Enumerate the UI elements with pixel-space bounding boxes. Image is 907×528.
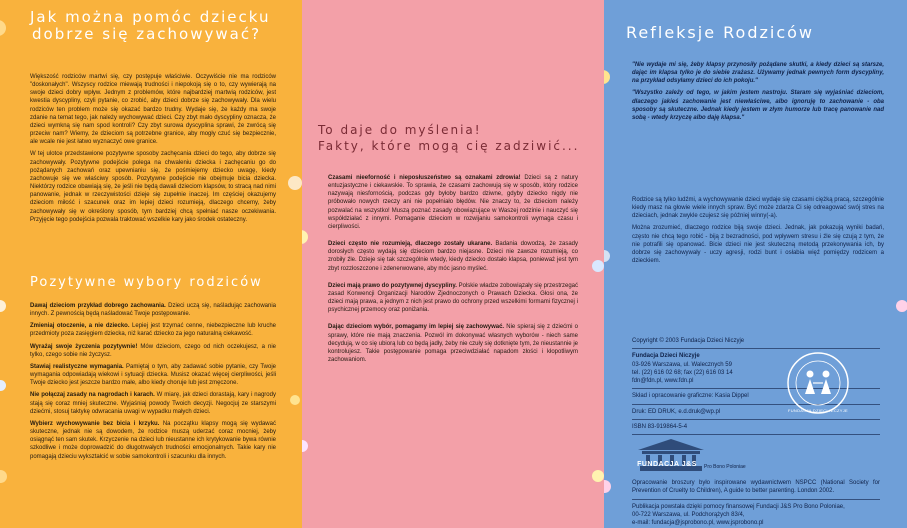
parent-quote: "Nie wydaje mi się, żeby klapsy przynosiły pożądane skutki, a kiedy dzieci są starsze, dając im klapsa tylko je do siebie zrażasz. Używamy jednak pewnych form dyscypliny, na przykład odsyłamy dzieci do ich pokoju." bbox=[632, 62, 884, 85]
sponsor-logo bbox=[632, 438, 880, 476]
panel-parenting-tips bbox=[0, 0, 302, 528]
tip-item: Wybierz wychowywanie bez bicia i krzyku. Na początku klapsy mogą się wydawać skuteczne, jednak nie są dowodem, że rodzice muszą uderzać coraz mocniej, żeby osiągnąć ten sam skutek. Krzyczenie na dzieci lub nieustanne ich krytykowanie bywa równie szkodliwe i może doprowadzić do długotrwałych trudności emocjonalnych. Takie kary nie pomagają dzieciu wykształcić w sobie samokontroli i szacunku dla innych. bbox=[30, 420, 276, 460]
org-address: 03-926 Warszawa, ul. Walecznych 59 bbox=[632, 361, 732, 368]
heading-line2: dobrze się zachowywać? bbox=[32, 25, 262, 44]
decorative-dot bbox=[604, 250, 610, 262]
logo-subtext: Pro Bono Poloniae bbox=[704, 464, 746, 471]
divider bbox=[632, 499, 880, 500]
tip-item: Stawiaj realistyczne wymagania. Pamiętaj o tym, aby zadawać sobie pytanie, czy Twoje wymagania odpowiadają wiekowi i sytuacji dziecka. Musisz okazać więcej cierpliwości, jeśli Twoje dziecko jest jeszcze bardzo małe, albo kiedy choruje lub jest zmęczone. bbox=[30, 363, 276, 387]
panel-facts bbox=[302, 0, 604, 528]
intro-paragraph: W tej ulotce przedstawione pozytywne sposoby zachęcania dzieci do tego, aby dobrze się zachowywały. Pozytywne podejście polega na chwaleniu dziecka i zachęcaniu go do pożądanych zachowań oraz upewnianiu się, że pośmiejemy dziecko uwagę, kiedy zachowuje się we właściwy sposób. Pozytywne podejście nie obejmuje bicia dziecka. Niektórzy rodzice obawiają się, że jeśli nie będą dawali dzieciom klapsów, to stracą nad nimi panowanie, jednak w rzeczywistości dzieje się zupełnie inaczej. Im częściej okazujemy dzieciom miłość i szacunek oraz im lepiej dzieci rozumieją, dlaczego chcemy, żeby zachowywały się w określony sposób, tym bardziej chcą spełniać nasze oczekiwania. Przyjęcie tego podejścia pozwala traktować wszelkie kary jako środek ostateczny. bbox=[30, 151, 276, 223]
divider bbox=[632, 419, 880, 420]
decorative-dot bbox=[896, 300, 907, 312]
facts-list bbox=[328, 174, 578, 368]
decorative-dot bbox=[0, 300, 6, 312]
intro-text bbox=[30, 73, 276, 228]
print-credit: Druk: ED DRUK, e.d.druk@wp.pl bbox=[632, 408, 721, 415]
positive-choices-heading: Pozytywne wybory rodziców bbox=[30, 275, 263, 290]
decorative-dot bbox=[592, 260, 604, 272]
funding-line: 00-722 Warszawa, ul. Podchorążych 83/4, bbox=[632, 511, 745, 518]
funding-line: Publikacja powstała dzięki pomocy finansowej Fundacji J&S Pro Bono Poloniae, bbox=[632, 503, 845, 510]
body-paragraph: Rodzice są tylko ludźmi, a wychowywanie dzieci wydaje się czasami ciężką pracą, szczególnie kiedy masz na głowie wiele innych spraw. Być może zdarza Ci się odreagować swój stres na dzieciach, jednak zwykle czujesz się później winny(-a). bbox=[632, 197, 884, 220]
design-credit: Skład i opracowanie graficzne: Kasia Dippel bbox=[632, 393, 749, 400]
decorative-dot bbox=[288, 176, 302, 190]
parent-quote: "Wszystko zależy od tego, w jakim jestem nastroju. Staram się wyjaśniać dzieciom, dlaczego jakieś zachowanie jest niewłaściwe, albo ignoruję to zachowanie - oba sposoby są skuteczne. Jednak kiedy jestem w złym humorze lub tracę panowanie nad sobą - wtedy krzyczę albo daję klapsa." bbox=[632, 90, 884, 121]
org-name: Fundacja Dzieci Niczyje bbox=[632, 353, 700, 360]
decorative-dot bbox=[290, 395, 300, 405]
decorative-dot bbox=[0, 20, 6, 36]
heading-line1: To daje do myślenia! bbox=[318, 123, 482, 137]
foundation-seal-icon bbox=[785, 350, 851, 416]
tips-list bbox=[30, 302, 276, 465]
decorative-dot bbox=[0, 380, 6, 391]
tip-item: Dawaj dzieciom przykład dobrego zachowania. Dzieci uczą się, naśladując zachowania innych. Z pewnością będą naśladować Twoje postępowanie. bbox=[30, 303, 276, 318]
heading-line1: Jak można pomóc dziecku bbox=[30, 8, 271, 26]
tip-item: Wyrażaj swoje życzenia pozytywnie! Mów dzieciom, czego od nich oczekujesz, a nie tylko, czego sobie nie życzysz. bbox=[30, 343, 276, 358]
fact-item: Dzieci często nie rozumieją, dlaczego zostały ukarane. Badania dowodzą, że zasady dorosłych często wydają się dzieciom bardzo niejasne. Dzieci nie zawsze rozumieją, co zrobiły źle. Dzieje się tak szczególnie wtedy, kiedy dziecko dostało klapsa, ponieważ jest tym zbyt rozzłoszczone i zdenerwowane, aby móc jasno myśleć. bbox=[328, 241, 578, 272]
org-phone: tel. (22) 616 02 68; fax (22) 616 03 14 bbox=[632, 369, 733, 376]
seal-text: FUNDACJA DZIECI NICZYJE bbox=[787, 408, 848, 413]
decorative-dot bbox=[0, 470, 7, 483]
isbn-line: ISBN 83-919864-5-4 bbox=[632, 423, 688, 430]
decorative-dot bbox=[604, 480, 611, 493]
reflections-text bbox=[632, 196, 884, 269]
fact-item: Czasami nieeforność i nieposłuszeństwo są oznakami zdrowia! Dzieci są z natury entuzjastyczne i ciekawskie. To sprawia, że czasami zachowują się w sposób, który rodzice nazywają niesfornością, podczas gdy byłoby bardzo dziwne, gdyby dziecko nigdy nie próbowało nowych rzeczy ani nie popełniało błędów. Nie znaczy to, że dzieciom należy pozwalać na wszystko! Muszą poznać zasady obowiązujące w Waszej rodzinie i nauczyć się współdziałać z innymi. Pomaganie dzieciom w rozwijaniu samokontroli wymaga czasu i cierpliwości. bbox=[328, 175, 578, 230]
reflections-heading: Refleksje Rodziców bbox=[626, 23, 814, 42]
fact-item: Dając dzieciom wybór, pomagamy im lepiej się zachowywać. Nie spieraj się z dziećmi o sprawy, które nie mają znaczenia. Pozwól im dokonywać własnych wyborów - niech same decydują, w co się ubiorą lub co będą jadły, żeby nie czuły się dotknięte tym, że nieustannie je kontrolujesz. Takie postępowanie pomaga przeciwdziałać napadom złości i kłopotliwym zachowaniom. bbox=[328, 324, 578, 363]
decorative-dot bbox=[592, 470, 604, 482]
column1-heading bbox=[30, 9, 295, 44]
column2-heading bbox=[318, 124, 602, 154]
copyright-line: Copyright © 2003 Fundacja Dzieci Niczyje bbox=[632, 338, 745, 344]
tip-item: Nie połączaj zasady na nagrodach i karach. W miarę, jak dzieci dorastają, kary i nagrody stają się coraz mniej skuteczne. Wyjaśniaj powody Twoich decyzji. Negocjuj ze starszymi dziećmi, stosuj taktykę odwracania uwagi w wypadku małych dzieci. bbox=[30, 392, 276, 415]
heading-line2: Fakty, które mogą cię zadziwić... bbox=[318, 138, 580, 153]
funding-line: e-mail: fundacja@jsprobono.pl, www.jsprobono.pl bbox=[632, 520, 764, 527]
foundation-seal bbox=[785, 350, 851, 416]
decorative-dot bbox=[604, 70, 610, 84]
body-paragraph: Można zrozumieć, dlaczego rodzice biją swoje dzieci. Jednak, jak pokazują wyniki badań, często nie chcą tego robić - biją z bezradności, pod wpływem stresu i źle się czują z tym, że nie potrafili się opanować. Bicie dzieci nie jest skuteczną metodą przekonywania ich, by dobrze się zachowywały - uczy agresji, rodzi bunt i osłabia więź pomiędzy rodzicem a dzieckiem. bbox=[632, 225, 884, 265]
decorative-dot bbox=[302, 230, 308, 244]
inspiration-credit: Opracowanie broszury było inspirowane wydawnictwem NSPCC (National Society for Prevention of Cruelty to Children), A guide to better parenting. London 2002. bbox=[632, 480, 880, 495]
tip-item: Zmieniaj otoczenie, a nie dziecko. Lepiej jest trzymać cenne, niebezpieczne lub kruche przedmioty poza zasięgiem dziecka, niż karać dziecko za jego naturalną ciekawość. bbox=[30, 323, 276, 338]
parent-quotes bbox=[632, 61, 884, 126]
divider bbox=[632, 434, 880, 435]
logo-text: FUNDACJA J&S bbox=[637, 461, 697, 469]
fact-item: Dzieci mają prawo do pozytywnej dyscypliny. Polskie władze zobowiązały się przestrzegać zasad Konwencji Organizacji Narodów Zjednoczonych o Prawach Dziecka. Głosi ona, że dzieci mają prawa, a jednym z nich jest prawo do ochrony przed wszelkimi formami fizycznej i psychicznej przemocy oraz poniżania. bbox=[328, 282, 578, 314]
decorative-dot bbox=[302, 440, 308, 452]
intro-paragraph: Większość rodziców martwi się, czy postępuje właściwie. Oczywiście nie ma rodziców "doskonałych". Wszyscy rodzice miewają trudności i niepokoją się o to, czy wywierają na swoje dzieci dobry wpływ. Jednym z problemów, które najbardziej martwią rodziców, jest kwestia dyscypliny, czyli pytanie, co zrobić, aby dzieci dobrze się zachowywały. Dla wielu rodziców ten problem może się okazać bardzo trudny. Wydaje się, że każdy ma swoje zdanie na temat tego, jak należy wychowywać dzieci. Czy zbyt mało dyscypliny oznacza, że dzieci wymkną się nam spod kontroli? Czy zbyt surowa dyscyplina sprawi, że zwrócą się przeciw nam? Wiemy, że dzieciom są potrzebne granice, aby mogły czuć się bezpiecznie, ale wcale nie jest łatwo wyznaczyć owe granice. bbox=[30, 74, 276, 146]
org-web: fdn@fdn.pl, www.fdn.pl bbox=[632, 378, 694, 385]
